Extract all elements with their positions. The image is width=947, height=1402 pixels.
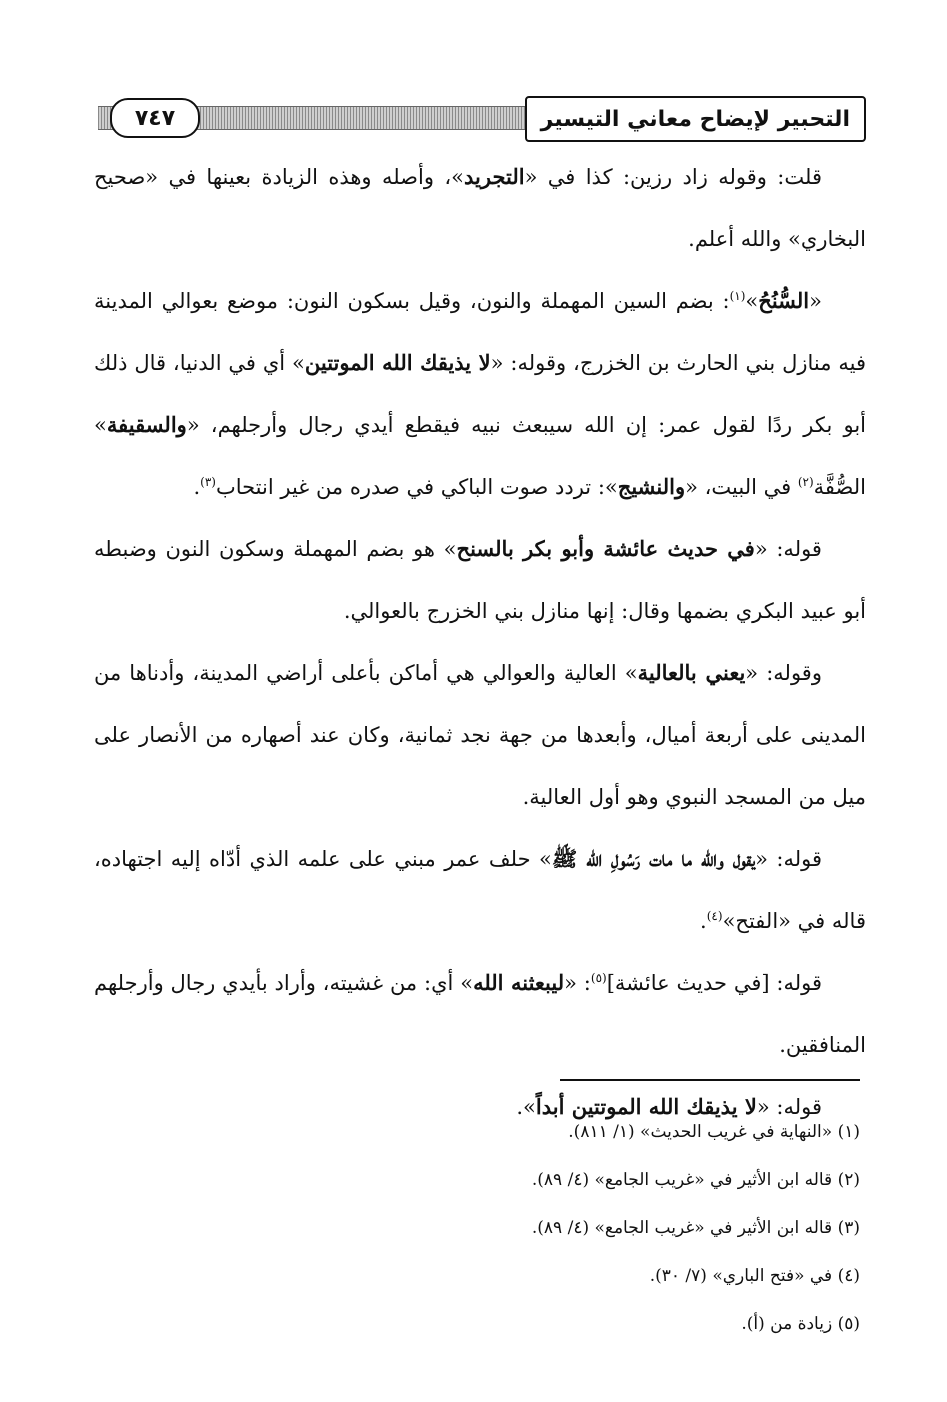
- paragraph-6: قوله: [في حديث عائشة]$^{(٥)}$: «ليبعثنه الله» أي: من غشيته، وأراد بأيدي رجال وأرجلهم المنافقين.: [94, 970, 866, 1057]
- footnote-1: (١) «النهاية في غريب الحديث» (١/ ٨١١).: [568, 1122, 860, 1142]
- paragraph-1: قلت: وقوله زاد رزين: كذا في «التجريد»، وأصله وهذه الزيادة بعينها في «صحيح البخاري» والله أعلم.: [94, 164, 866, 251]
- running-header: [98, 96, 866, 144]
- footnotes: [300, 1108, 860, 1348]
- footnote-ref-2: (٢): [797, 475, 814, 489]
- paragraph-5: قوله: «يقول والله ما مات رَسُولِ الله ﷺ» حلف عمر مبني على علمه الذي أدّاه إليه اجتهاده، قاله في «الفتح»$^{(٤)}$.: [94, 846, 866, 933]
- footnote-ref-1: (١): [729, 289, 746, 303]
- footnote-ref-3: (٣): [200, 475, 216, 489]
- footnote-ref-4: (٤): [706, 909, 723, 923]
- paragraph-7: قوله: «لا يذيقك الله الموتتين أبداً».: [516, 1094, 822, 1119]
- footnote-2: (٢) قاله ابن الأثير في «غريب الجامع» (٤/ ٨٩).: [531, 1170, 860, 1190]
- footnote-3: (٣) قاله ابن الأثير في «غريب الجامع» (٤/ ٨٩).: [531, 1218, 860, 1238]
- page-number: ٧٤٧: [110, 98, 200, 138]
- footnote-4: (٤) في «فتح الباري» (٧/ ٣٠).: [649, 1266, 860, 1286]
- main-text: [94, 146, 866, 1138]
- paragraph-2: «السُّنُحُ»$^{(١)}$: بضم السين المهملة والنون، وقيل بسكون النون: موضع بعوالي المدينة فيه منازل بني الحارث بن الخزرج، وقوله: «لا يذيقك الله الموتتين» أي في الدنيا، قال ذلك أبو بكر ردًا لقول عمر: إن الله سيبعث نبيه فيقطع أيدي رجال وأرجلهم، «والسقيفة» الصُّفَّة$^{(٢)}$ في البيت، «والنشيج»: تردد صوت الباكي في صدره من غير انتحاب$^{(٣)}$.: [94, 288, 866, 499]
- book-title: التحبير لإيضاح معاني التيسير: [525, 96, 866, 142]
- footnote-separator: [560, 1079, 860, 1081]
- paragraph-3: قوله: «في حديث عائشة وأبو بكر بالسنح» هو بضم المهملة وسكون النون وضبطه أبو عبيد البكري بضمها وقال: إنها منازل بني الخزرج بالعوالي.: [94, 536, 866, 623]
- footnote-5: (٥) زيادة من (أ).: [741, 1314, 860, 1334]
- footnote-ref-5: (٥): [590, 971, 607, 985]
- paragraph-4: وقوله: «يعني بالعالية» العالية والعوالي هي أماكن بأعلى أراضي المدينة، وأدناها من المدينى على أربعة أميال، وأبعدها من جهة نجد ثمانية، وكان عند أصهاره من الأنصار على ميل من المسجد النبوي وهو أول العالية.: [94, 660, 866, 809]
